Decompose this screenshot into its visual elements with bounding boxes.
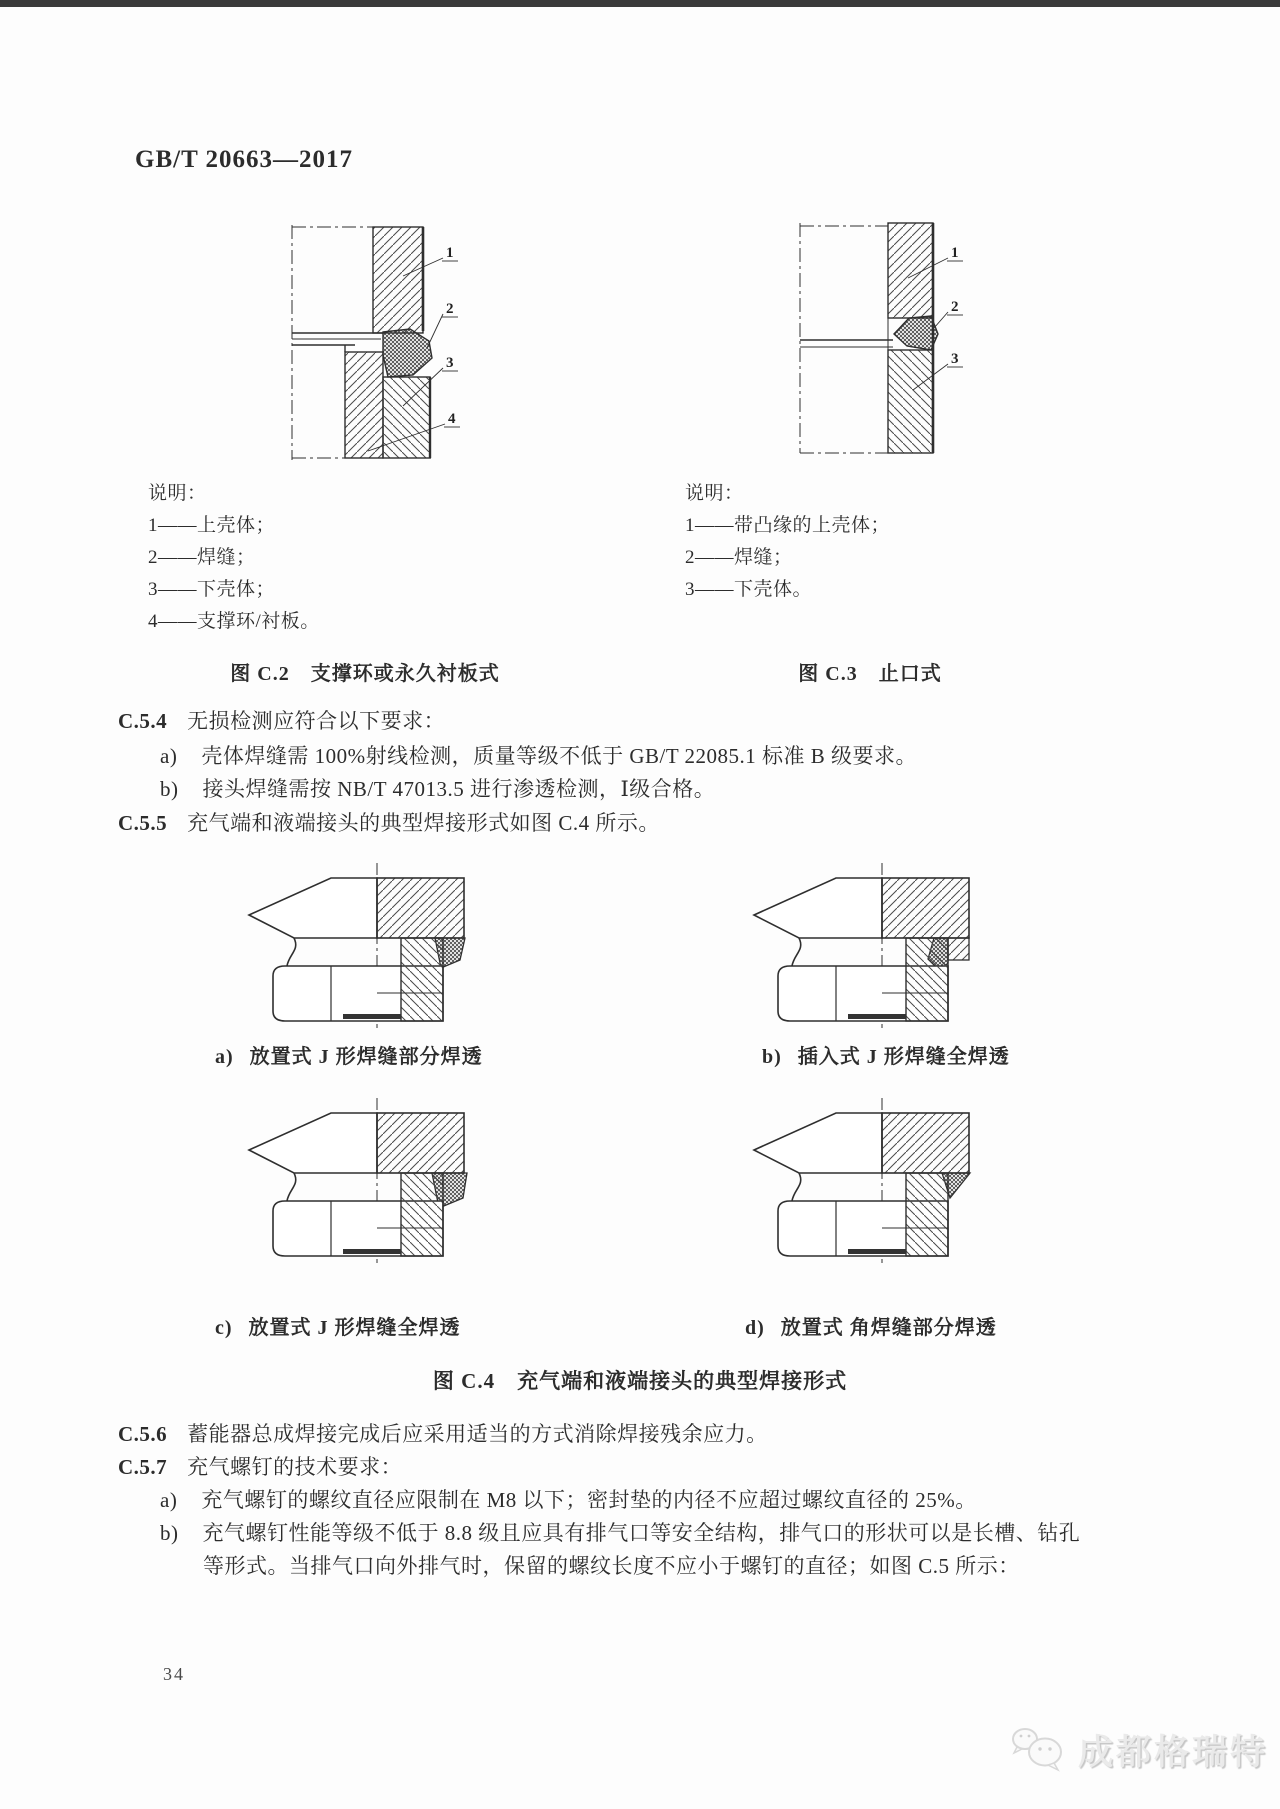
subfigure-letter: d): [745, 1317, 765, 1339]
scan-edge-strip: [0, 0, 1280, 7]
weld-seam-shape: [894, 316, 938, 350]
figure-c4d-drawing: [744, 1098, 1014, 1263]
subfigure-text: 放置式 J 形焊缝部分焊透: [249, 1046, 483, 1068]
list-text: 接头焊缝需按 NB/T 47013.5 进行渗透检测，Ⅰ级合格。: [202, 777, 716, 801]
section-c57-item-b: [160, 1517, 1080, 1547]
page-number: 34: [163, 1664, 185, 1684]
figure-c2-callout-1: 1: [446, 245, 454, 261]
subfigure-text: 放置式 J 形焊缝全焊透: [248, 1317, 461, 1339]
figure-c3-callout-3: 3: [951, 351, 959, 367]
figure-c4a-drawing: [239, 863, 509, 1028]
legend-item: 3——下壳体；: [148, 579, 276, 600]
list-number: a): [160, 1488, 178, 1512]
list-text: 壳体焊缝需 100%射线检测，质量等级不低于 GB/T 22085.1 标准 B 级要求。: [201, 744, 918, 768]
figure-c2-legend: [148, 478, 320, 638]
section-text: 蓄能器总成焊接完成后应采用适当的方式消除焊接残余应力。: [187, 1422, 768, 1446]
standard-code: GB/T 20663—2017: [135, 146, 354, 173]
figure-c4-caption: 图 C.4 充气端和液端接头的典型焊接形式: [432, 1369, 848, 1393]
subfigure-letter: a): [215, 1046, 234, 1068]
list-text: 等形式。当排气口向外排气时，保留的螺纹长度不应小于螺钉的直径；如图 C.5 所示：: [203, 1554, 1020, 1578]
figure-c4d-caption: [745, 1311, 997, 1340]
section-c54: [118, 705, 445, 735]
legend-item: 1——上壳体；: [148, 515, 276, 536]
figure-c4b-caption: [762, 1040, 1010, 1069]
figure-c2-section-view: [292, 225, 460, 460]
section-c56: [118, 1418, 768, 1448]
subfigure-text: 放置式 角焊缝部分焊透: [780, 1317, 997, 1339]
subfigure-text: 插入式 J 形焊缝全焊透: [797, 1046, 1010, 1068]
section-text: 充气端和液端接头的典型焊接形式如图 C.4 所示。: [187, 811, 660, 835]
section-number: C.5.5: [118, 811, 168, 835]
list-number: b): [160, 1521, 179, 1545]
legend-title: 说明：: [148, 483, 207, 504]
figure-c2-caption: 图 C.2 支撑环或永久衬板式: [230, 663, 500, 685]
joint-section-view: [249, 863, 465, 1028]
list-text: 充气螺钉性能等级不低于 8.8 级且应具有排气口等安全结构，排气口的形状可以是长槽、钻孔: [202, 1521, 1081, 1545]
legend-item: 1——带凸缘的上壳体；: [685, 515, 891, 536]
figure-c4b-drawing: [744, 863, 1014, 1028]
section-c57-item-b-cont: [203, 1550, 1020, 1580]
figure-c3-caption: 图 C.3 止口式: [798, 663, 942, 685]
joint-section-view: [754, 863, 969, 1028]
watermark: [1008, 1724, 1268, 1776]
section-number: C.5.7: [118, 1455, 168, 1479]
figure-c2-callout-2: 2: [446, 301, 454, 317]
section-c54-item-a: [160, 740, 917, 770]
figure-c2-drawing: [285, 218, 470, 463]
legend-item: 2——焊缝；: [685, 547, 793, 568]
figure-c2-callout-4: 4: [448, 411, 456, 427]
figure-c3-callout-2: 2: [951, 299, 959, 315]
section-text: 充气螺钉的技术要求：: [187, 1455, 403, 1479]
legend-item: 4——支撑环/衬板。: [148, 611, 320, 632]
list-number: a): [160, 744, 178, 768]
figure-c2-callout-3: 3: [446, 355, 454, 371]
section-c57-item-a: [160, 1484, 977, 1514]
joint-section-view: [754, 1098, 970, 1263]
figure-c4c-caption: [215, 1311, 461, 1340]
section-c57: [118, 1451, 402, 1481]
legend-item: 2——焊缝；: [148, 547, 256, 568]
figure-c3-drawing: [795, 218, 975, 458]
legend-item: 3——下壳体。: [685, 579, 813, 600]
subfigure-letter: c): [215, 1317, 233, 1339]
section-number: C.5.6: [118, 1422, 168, 1446]
weld-seam-shape: [383, 329, 432, 377]
section-c55: [118, 807, 660, 837]
list-text: 充气螺钉的螺纹直径应限制在 M8 以下；密封垫的内径不应超过螺纹直径的 25%。: [201, 1488, 977, 1512]
wechat-logo-icon: [1008, 1724, 1068, 1776]
figure-c4a-caption: [215, 1040, 483, 1069]
joint-section-view: [249, 1098, 467, 1263]
figure-c4c-drawing: [239, 1098, 509, 1263]
list-number: b): [160, 777, 179, 801]
figure-c3-section-view: [800, 223, 963, 453]
section-c54-item-b: [160, 773, 715, 803]
figure-c3-callout-1: 1: [951, 245, 959, 261]
figure-c3-legend: [685, 478, 890, 606]
legend-title: 说明：: [685, 483, 744, 504]
section-text: 无损检测应符合以下要求：: [187, 709, 446, 733]
subfigure-letter: b): [762, 1046, 782, 1068]
section-number: C.5.4: [118, 709, 168, 733]
watermark-text: 成都格瑞特: [1078, 1733, 1269, 1772]
